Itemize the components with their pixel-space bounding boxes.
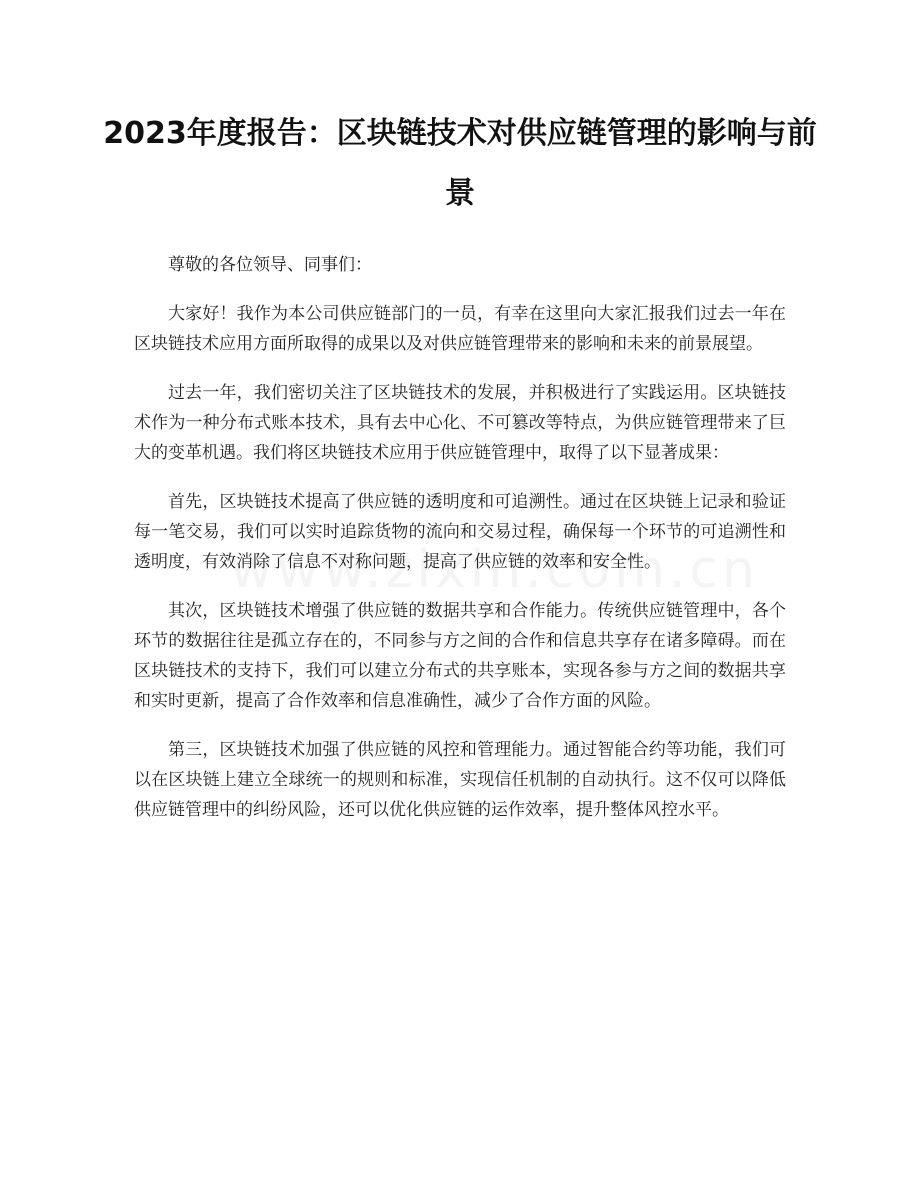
- document-title: 2023年度报告：区块链技术对供应链管理的影响与前景: [103, 116, 817, 211]
- first-point-paragraph: 首先，区块链技术提高了供应链的透明度和可追溯性。通过在区块链上记录和验证每一笔交易，我们可以实时追踪货物的流向和交易过程，确保每一个环节的可追溯性和透明度，有效消除了信息不对称问题，提高了供应链的效率和安全性。: [134, 492, 786, 572]
- second-point-paragraph: 其次，区块链技术增强了供应链的数据共享和合作能力。传统供应链管理中，各个环节的数据往往是孤立存在的，不同参与方之间的合作和信息共享存在诸多障碍。而在区块链技术的支持下，我们可以建立分布式的共享账本，实现各参与方之间的数据共享和实时更新，提高了合作效率和信息准确性，减少了合作方面的风险。: [134, 601, 786, 711]
- background-paragraph: 过去一年，我们密切关注了区块链技术的发展，并积极进行了实践运用。区块链技术作为一种分布式账本技术，具有去中心化、不可篡改等特点，为供应链管理带来了巨大的变革机遇。我们将区块链技术应用于供应链管理中，取得了以下显著成果：: [134, 383, 786, 463]
- salutation-paragraph: 尊敬的各位领导、同事们：: [168, 255, 372, 275]
- intro-paragraph: 大家好！我作为本公司供应链部门的一员，有幸在这里向大家汇报我们过去一年在区块链技术应用方面所取得的成果以及对供应链管理带来的影响和未来的前景展望。: [134, 304, 786, 354]
- document-body: [134, 250, 786, 844]
- third-point-paragraph: 第三，区块链技术加强了供应链的风控和管理能力。通过智能合约等功能，我们可以在区块链上建立全球统一的规则和标准，实现信任机制的自动执行。这不仅可以降低供应链管理中的纠纷风险，还可以优化供应链的运作效率，提升整体风控水平。: [134, 740, 786, 820]
